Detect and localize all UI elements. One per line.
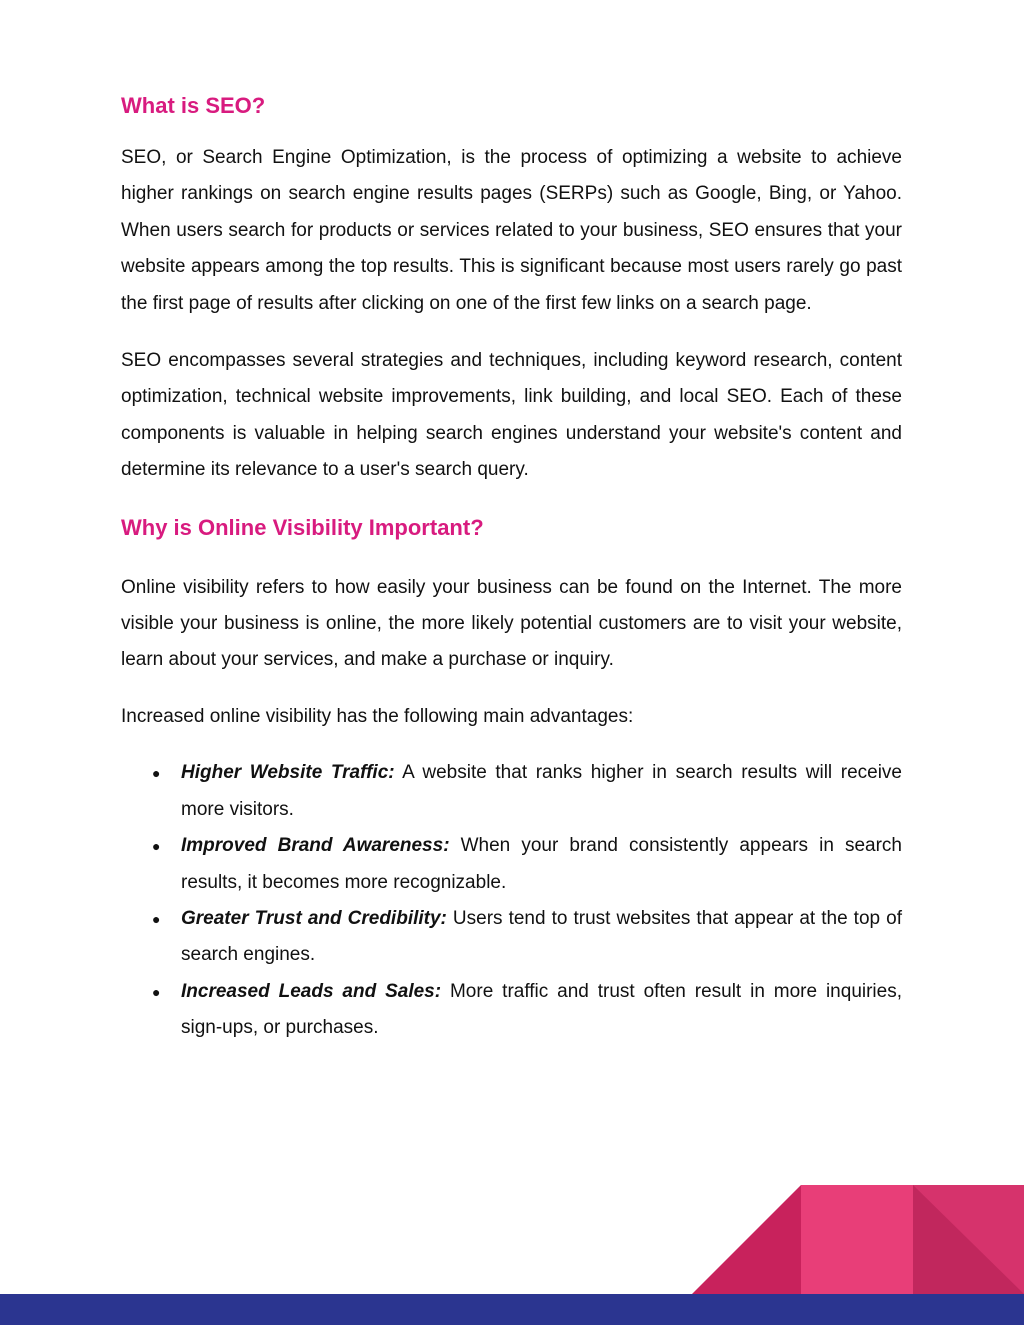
bullet-icon: ● (152, 765, 161, 782)
corner-square-right (913, 1185, 1024, 1294)
advantage-text: More traffic and trust often result in more inquiries, sign-ups, or purchases. (181, 980, 903, 1039)
bullet-icon: ● (152, 838, 161, 855)
advantages-list (121, 755, 902, 1046)
bullet-icon: ● (152, 910, 161, 927)
advantage-text: When your brand consistently appears in search results, it becomes more recognizable. (181, 835, 902, 893)
advantage-term: Greater Trust and Credibility: (181, 907, 447, 929)
corner-fold-shadow (913, 1185, 1024, 1294)
list-item (121, 755, 902, 828)
advantage-term: Increased Leads and Sales: (181, 980, 442, 1002)
heading-online-visibility: Why is Online Visibility Important? (121, 514, 484, 540)
bullet-icon: ● (152, 983, 161, 1000)
advantage-text: A website that ranks higher in search results will receive more visitors. (181, 762, 902, 820)
list-item (121, 828, 902, 901)
advantage-term: Higher Website Traffic: (181, 762, 395, 784)
list-item (121, 901, 902, 974)
paragraph-visibility-definition: Online visibility refers to how easily your business can be found on the Internet. The more visible your business is online, the more likely potential customers are to visit your website, learn about your services, and make a purchase or inquiry. (121, 576, 902, 671)
corner-square-mid (801, 1185, 913, 1294)
paragraph-advantages-intro: Increased online visibility has the following main advantages: (121, 705, 634, 727)
paragraph-seo-definition: SEO, or Search Engine Optimization, is the process of optimizing a website to achieve higher rankings on search engine results pages (SERPs) such as Google, Bing, or Yahoo. When users search for products or services related to your business, SEO ensures that your website appears among the top results. This is significant because most users rarely go past the first page of results after clicking on one of the first few links on a search page. (121, 147, 902, 314)
document-body (121, 88, 902, 1047)
list-item (121, 974, 902, 1047)
footer-bar (0, 1294, 1024, 1325)
advantage-term: Improved Brand Awareness: (181, 835, 450, 857)
advantage-text: Users tend to trust websites that appear at the top of search engines. (181, 907, 902, 966)
heading-what-is-seo: What is SEO? (121, 93, 266, 118)
corner-triangle-dark (692, 1185, 801, 1294)
paragraph-seo-strategies: SEO encompasses several strategies and techniques, including keyword research, content optimization, technical website improvements, link building, and local SEO. Each of these components is valuable in helping search engines understand your website's content and determine its relevance to a user's search query. (121, 350, 902, 481)
